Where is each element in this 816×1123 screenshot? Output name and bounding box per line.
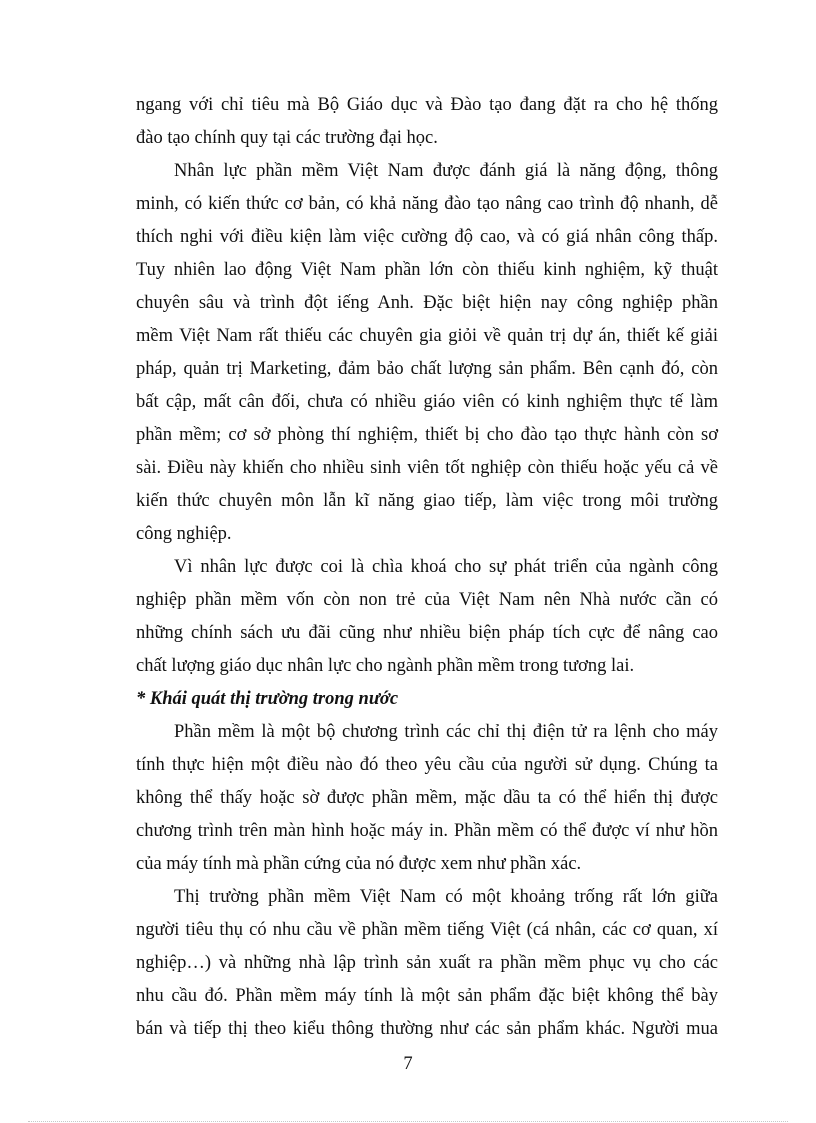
paragraph-line: sài. Điều này khiến cho nhiều sinh viên tốt nghiệp còn thiếu hoặc yếu cả về xyxy=(136,458,718,478)
paragraph-line: mềm Việt Nam rất thiếu các chuyên gia giỏi về quản trị dự án, thiết kế giải xyxy=(136,326,718,346)
paragraph-line: đào tạo chính quy tại các trường đại học. xyxy=(136,128,438,148)
paragraph-line: của máy tính mà phần cứng của nó được xem như phần xác. xyxy=(136,854,582,874)
paragraph-line: Tuy nhiên lao động Việt Nam phần lớn còn thiếu kinh nghiệm, kỹ thuật xyxy=(136,260,718,280)
paragraph-line: pháp, quản trị Marketing, đảm bảo chất lượng sản phẩm. Bên cạnh đó, còn xyxy=(136,359,718,379)
page-edge-divider xyxy=(28,1121,788,1122)
paragraph-line: phần mềm; cơ sở phòng thí nghiệm, thiết bị cho đào tạo thực hành còn sơ xyxy=(136,425,718,445)
section-heading: * Khái quát thị trường trong nước xyxy=(136,689,399,709)
paragraph-line: chất lượng giáo dục nhân lực cho ngành phần mềm trong tương lai. xyxy=(136,656,635,676)
paragraph-line: thích nghi với điều kiện làm việc cường độ cao, và có giá nhân công thấp. xyxy=(136,227,718,247)
paragraph-line: tính thực hiện một điều nào đó theo yêu cầu của người sử dụng. Chúng ta xyxy=(136,755,718,775)
paragraph-line: Thị trường phần mềm Việt Nam có một khoảng trống rất lớn giữa xyxy=(174,887,718,907)
paragraph-line: những chính sách ưu đãi cũng như nhiều biện pháp tích cực để nâng cao xyxy=(136,623,718,643)
paragraph-line: kiến thức chuyên môn lẫn kĩ năng giao tiếp, làm việc trong môi trường xyxy=(136,491,718,511)
paragraph-line: nhu cầu đó. Phần mềm máy tính là một sản phẩm đặc biệt không thể bày xyxy=(136,986,718,1006)
page-number: 7 xyxy=(403,1054,413,1074)
paragraph-line: người tiêu thụ có nhu cầu về phần mềm tiếng Việt (cá nhân, các cơ quan, xí xyxy=(136,920,718,940)
paragraph-line: Vì nhân lực được coi là chìa khoá cho sự phát triển của ngành công xyxy=(174,557,718,577)
paragraph-line: bán và tiếp thị theo kiểu thông thường như các sản phẩm khác. Người mua xyxy=(136,1019,718,1039)
paragraph-line: ngang với chỉ tiêu mà Bộ Giáo dục và Đào tạo đang đặt ra cho hệ thống xyxy=(136,95,718,115)
paragraph-line: minh, có kiến thức cơ bản, có khả năng đào tạo nâng cao trình độ nhanh, dễ xyxy=(136,194,718,214)
paragraph-line: không thể thấy hoặc sờ được phần mềm, mặc dầu ta có thể hiển thị được xyxy=(136,788,718,808)
paragraph-line: nghiệp phần mềm vốn còn non trẻ của Việt Nam nên Nhà nước cần có xyxy=(136,590,718,610)
paragraph-line: chuyên sâu và trình đột iếng Anh. Đặc biệt hiện nay công nghiệp phần xyxy=(136,293,718,313)
paragraph-line: nghiệp…) và những nhà lập trình sản xuất ra phần mềm phục vụ cho các xyxy=(136,953,718,973)
paragraph-line: Nhân lực phần mềm Việt Nam được đánh giá là năng động, thông xyxy=(174,161,718,181)
paragraph-line: chương trình trên màn hình hoặc máy in. Phần mềm có thể được ví như hồn xyxy=(136,821,718,841)
paragraph-line: công nghiệp. xyxy=(136,524,232,544)
paragraph-line: Phần mềm là một bộ chương trình các chỉ thị điện tử ra lệnh cho máy xyxy=(174,722,718,742)
paragraph-line: bất cập, mất cân đối, chưa có nhiều giáo viên có kinh nghiệm thực tế làm xyxy=(136,392,718,412)
